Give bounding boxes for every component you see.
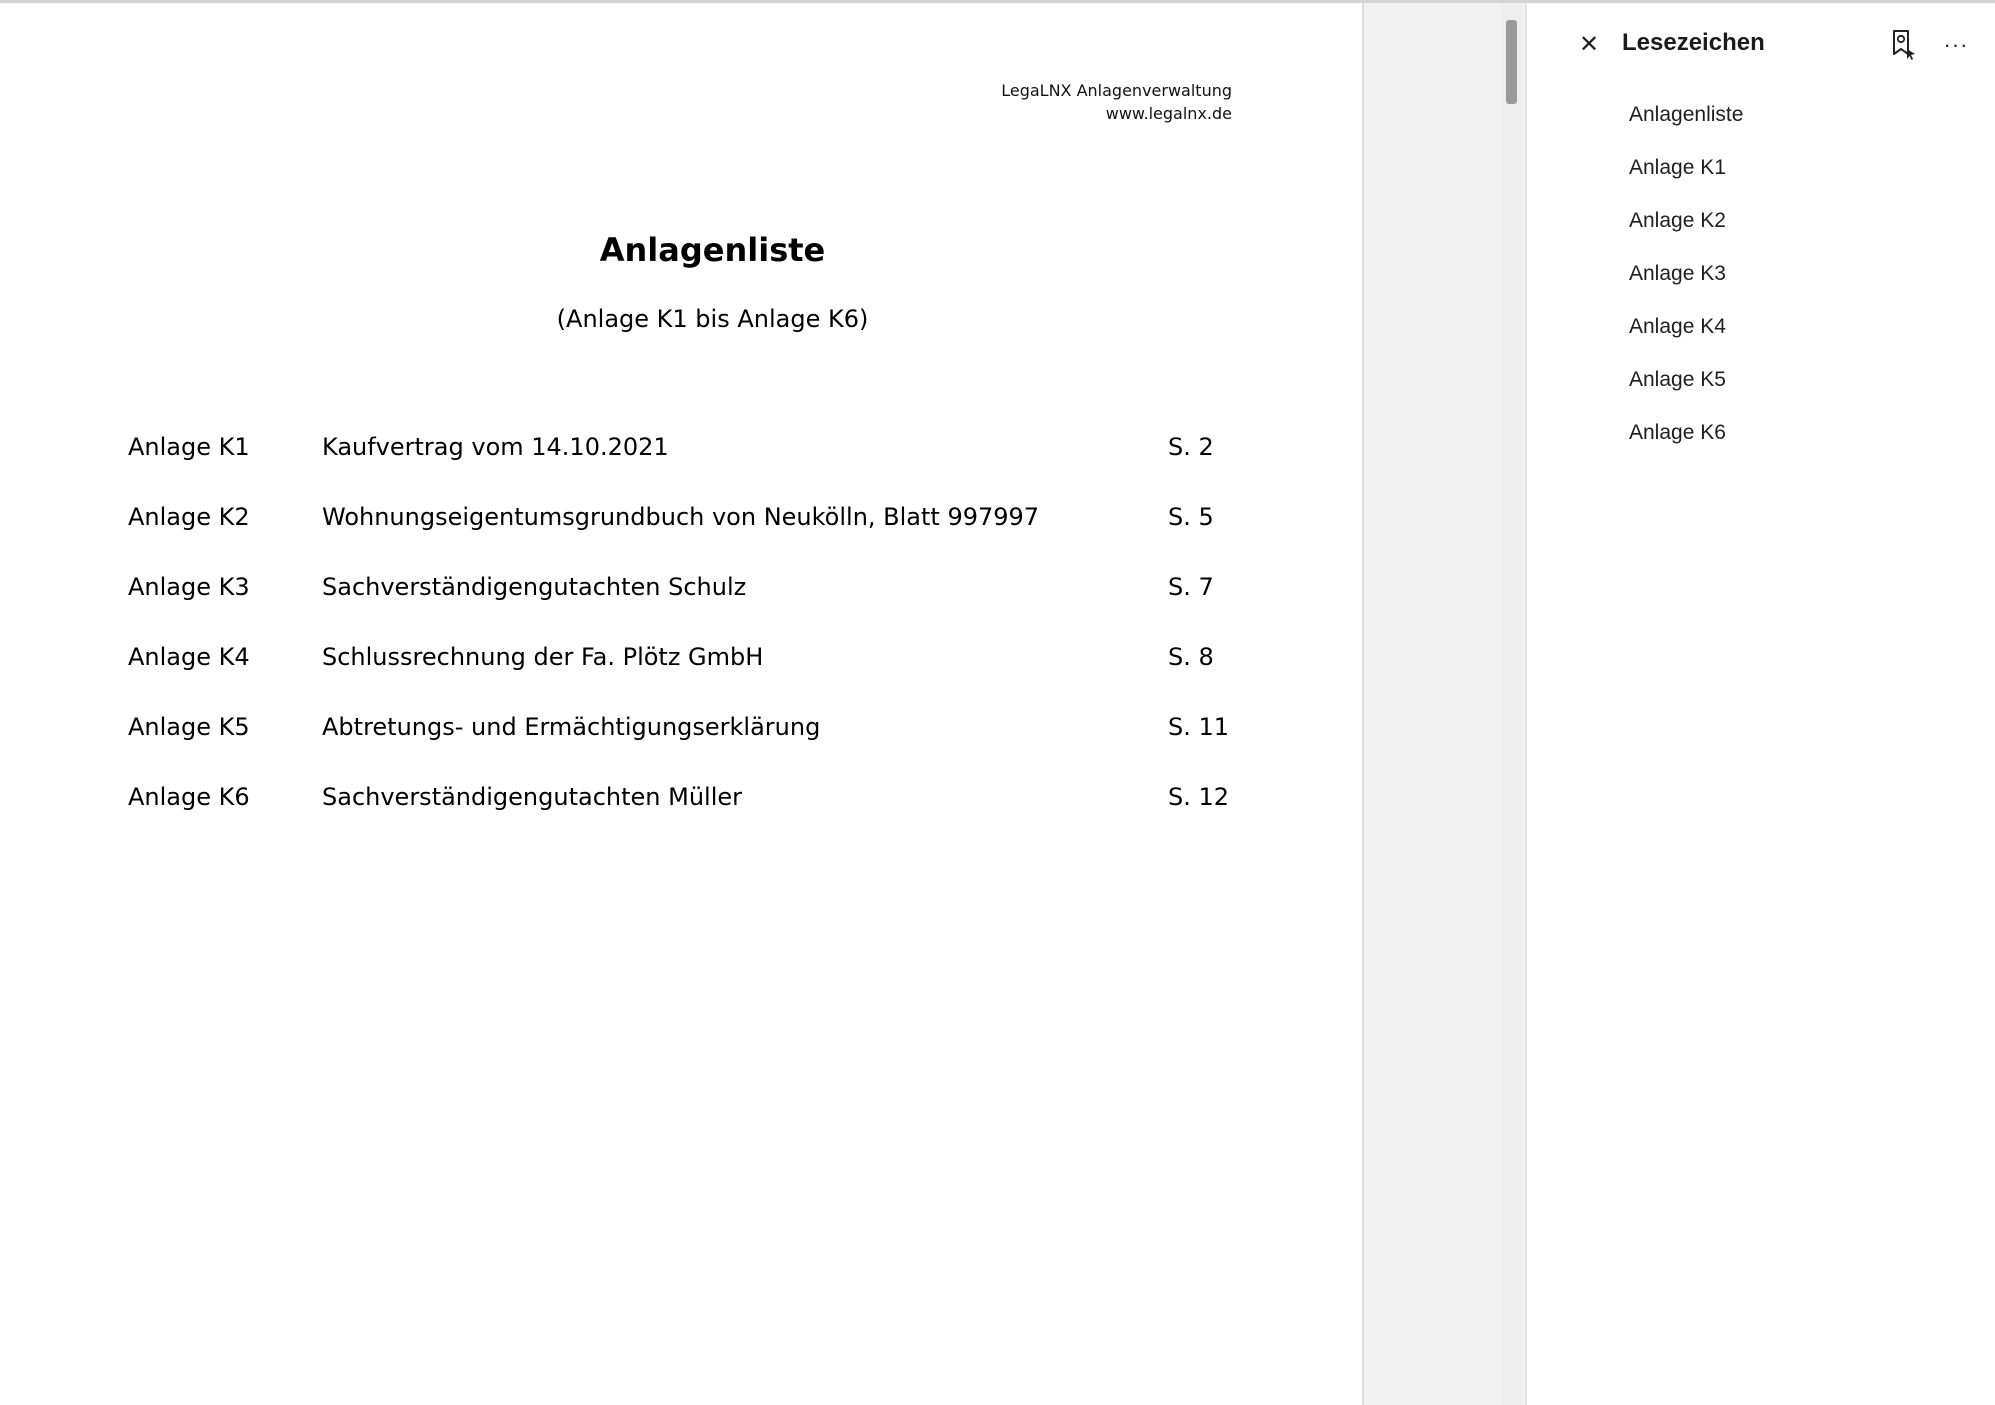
document-scrollbar-thumb[interactable] — [1506, 20, 1517, 104]
attachment-row — [128, 503, 1248, 573]
attachment-row — [128, 573, 1248, 643]
bookmark-item[interactable]: Anlage K1 — [1629, 155, 1726, 179]
attachment-row — [128, 433, 1248, 503]
attachment-code: Anlage K3 — [128, 573, 250, 601]
attachment-page: S. 7 — [1168, 573, 1214, 601]
attachment-row — [128, 783, 1248, 853]
bookmarks-panel — [1527, 3, 1995, 1405]
bookmarks-panel-title: Lesezeichen — [1622, 29, 1765, 56]
document-scrollbar[interactable] — [1501, 3, 1523, 1405]
bookmark-item[interactable]: Anlage K4 — [1629, 314, 1726, 338]
attachment-list — [128, 433, 1248, 853]
attachment-code: Anlage K1 — [128, 433, 250, 461]
bookmark-add-icon-graphic — [1886, 28, 1920, 62]
close-icon[interactable]: ✕ — [1578, 30, 1600, 58]
bookmark-item[interactable]: Anlage K6 — [1629, 420, 1726, 444]
attachment-page: S. 2 — [1168, 433, 1214, 461]
document-title: Anlagenliste — [599, 231, 826, 269]
bookmark-item[interactable]: Anlagenliste — [1629, 102, 1744, 126]
attachment-description: Sachverständigengutachten Schulz — [322, 573, 747, 601]
attachment-code: Anlage K6 — [128, 783, 250, 811]
attachment-page: S. 5 — [1168, 503, 1214, 531]
bookmark-item[interactable]: Anlage K5 — [1629, 367, 1726, 391]
bookmark-item[interactable]: Anlage K2 — [1629, 208, 1726, 232]
attachment-description: Wohnungseigentumsgrundbuch von Neukölln, Blatt 997997 — [322, 503, 1040, 531]
bookmark-list — [1527, 88, 1995, 459]
document-page — [0, 3, 1364, 1405]
attachment-code: Anlage K4 — [128, 643, 250, 671]
attachment-description: Sachverständigengutachten Müller — [322, 783, 742, 811]
attachment-row — [128, 643, 1248, 713]
attachment-row — [128, 713, 1248, 783]
document-header — [1001, 79, 1232, 125]
bookmark-item[interactable]: Anlage K3 — [1629, 261, 1726, 285]
attachment-description: Kaufvertrag vom 14.10.2021 — [322, 433, 669, 461]
attachment-description: Abtretungs- und Ermächtigungserklärung — [322, 713, 821, 741]
attachment-page: S. 11 — [1168, 713, 1230, 741]
header-company: LegaLNX Anlagenverwaltung — [1001, 81, 1232, 100]
attachment-page: S. 8 — [1168, 643, 1214, 671]
document-subtitle: (Anlage K1 bis Anlage K6) — [556, 305, 869, 333]
attachment-description: Schlussrechnung der Fa. Plötz GmbH — [322, 643, 764, 671]
more-options-icon[interactable]: ··· — [1943, 32, 1969, 57]
bookmark-add-icon[interactable] — [1886, 28, 1920, 62]
document-viewer[interactable] — [0, 3, 1525, 1405]
attachment-page: S. 12 — [1168, 783, 1230, 811]
attachment-code: Anlage K2 — [128, 503, 250, 531]
attachment-code: Anlage K5 — [128, 713, 250, 741]
header-website: www.legalnx.de — [1105, 104, 1232, 123]
